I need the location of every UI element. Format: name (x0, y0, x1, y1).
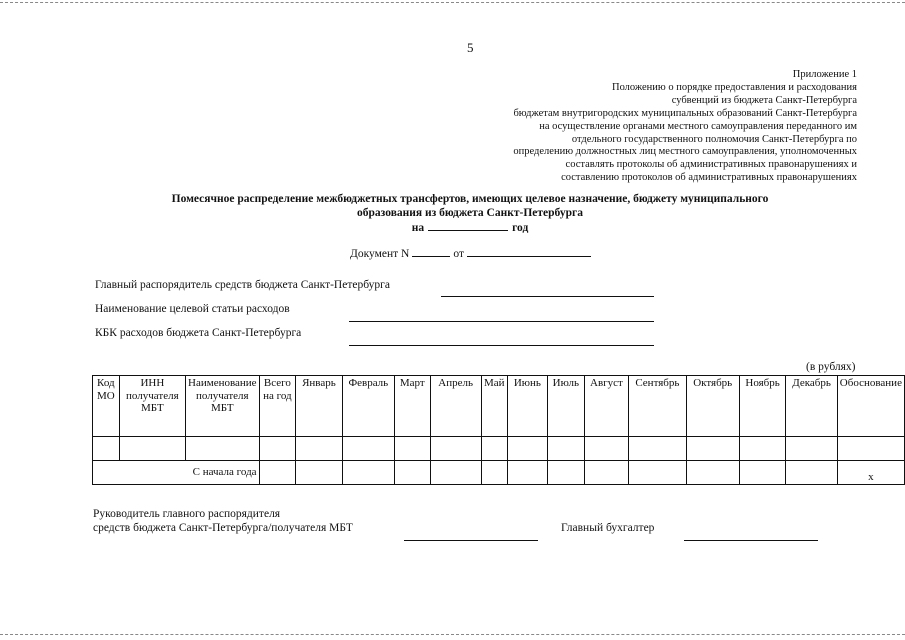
head-signature-label (93, 508, 353, 535)
appendix-line: Положению о порядке предоставления и расходования (611, 81, 857, 93)
document-label: Документ N (350, 248, 410, 260)
kbk-blank[interactable] (349, 345, 654, 346)
title-line-1: Помесячное распределение межбюджетных трансфертов, имеющих целевое назначение, бюджету муниципального (171, 193, 769, 205)
table-cell[interactable] (584, 461, 629, 485)
table-cell[interactable] (629, 461, 686, 485)
appendix-header (437, 69, 857, 185)
col-header-nov: Ноябрь (739, 376, 785, 437)
table-cell[interactable] (342, 461, 394, 485)
table-cell[interactable] (186, 437, 260, 461)
target-article-label: Наименование целевой статьи расходов (95, 303, 290, 315)
col-header-jun: Июнь (507, 376, 547, 437)
table-cell[interactable] (507, 461, 547, 485)
table-cell[interactable] (739, 461, 785, 485)
table-cell[interactable] (395, 437, 431, 461)
col-header-apr: Апрель (430, 376, 481, 437)
col-header-justification: Обоснование (837, 376, 904, 437)
col-header-mar: Март (395, 376, 431, 437)
col-header-inn: ИНН получателя МБТ (119, 376, 185, 437)
appendix-line: составлять протоколы об административных правонарушениях и (565, 159, 857, 171)
document-title (120, 193, 820, 236)
table-cell[interactable] (342, 437, 394, 461)
table-cell[interactable] (786, 461, 837, 485)
table-cell[interactable] (548, 461, 585, 485)
appendix-line: определению должностных лиц местного самоуправления, уполномоченных (513, 146, 857, 158)
table-cell[interactable] (430, 461, 481, 485)
table-row (93, 437, 905, 461)
title-on: на (411, 222, 425, 234)
appendix-line: субвенций из бюджета Санкт-Петербурга (671, 94, 857, 106)
table-cell[interactable] (119, 437, 185, 461)
document-number-blank[interactable] (412, 246, 450, 257)
table-cell[interactable] (481, 461, 507, 485)
document-from: от (453, 248, 464, 260)
col-header-aug: Август (584, 376, 629, 437)
title-year-line (120, 220, 820, 236)
col-header-feb: Февраль (342, 376, 394, 437)
col-header-may: Май (481, 376, 507, 437)
table-cell[interactable] (93, 437, 120, 461)
accountant-signature-blank[interactable] (684, 540, 818, 541)
year-blank[interactable] (428, 220, 508, 231)
table-header-row (93, 376, 905, 437)
table-cell[interactable] (395, 461, 431, 485)
appendix-line: на осуществление органами местного самоуправления переданного им (539, 120, 857, 132)
col-header-total-year: Всего на год (259, 376, 296, 437)
appendix-line: бюджетам внутригородских муниципальных образований Санкт-Петербурга (513, 107, 857, 119)
col-header-jan: Январь (296, 376, 342, 437)
bottom-scan-edge (0, 634, 905, 635)
accountant-signature-label: Главный бухгалтер (561, 522, 655, 534)
col-header-dec: Декабрь (786, 376, 837, 437)
table-cell[interactable] (259, 437, 296, 461)
units-note: (в рублях) (806, 361, 856, 373)
col-header-recipient-name: Наименование получателя МБТ (186, 376, 260, 437)
target-article-blank[interactable] (349, 321, 654, 322)
table-cell[interactable] (686, 461, 739, 485)
distribution-table (92, 375, 905, 485)
document-date-blank[interactable] (467, 246, 591, 257)
chief-distributor-blank[interactable] (441, 296, 654, 297)
table-cell[interactable] (296, 461, 342, 485)
table-total-row (93, 461, 905, 485)
col-header-sep: Сентябрь (629, 376, 686, 437)
col-header-oct: Октябрь (686, 376, 739, 437)
kbk-label: КБК расходов бюджета Санкт-Петербурга (95, 327, 302, 339)
table-cell[interactable] (481, 437, 507, 461)
col-header-jul: Июль (548, 376, 585, 437)
table-cell[interactable] (584, 437, 629, 461)
appendix-line: Приложение 1 (792, 69, 857, 80)
total-row-label: С начала года (93, 461, 260, 485)
chief-distributor-label: Главный распорядитель средств бюджета Санкт-Петербурга (95, 279, 390, 291)
table-cell[interactable] (686, 437, 739, 461)
appendix-line: составлению протоколов об административных правонарушениях (561, 172, 857, 184)
table-cell[interactable] (507, 437, 547, 461)
col-header-mo-code: Код МО (93, 376, 120, 437)
head-signature-blank[interactable] (404, 540, 538, 541)
title-year: год (512, 222, 529, 234)
appendix-line: отдельного государственного полномочия Санкт-Петербурга по (571, 133, 857, 145)
table-cell[interactable] (259, 461, 296, 485)
document-number-line (350, 246, 594, 260)
head-signature-line-1: Руководитель главного распорядителя (93, 508, 281, 520)
total-justification-mark: x (837, 461, 904, 485)
table-cell[interactable] (786, 437, 837, 461)
table-cell[interactable] (430, 437, 481, 461)
table-cell[interactable] (837, 437, 904, 461)
table-cell[interactable] (548, 437, 585, 461)
table-cell[interactable] (739, 437, 785, 461)
top-scan-edge (0, 2, 905, 3)
page-number: 5 (467, 40, 474, 55)
table-cell[interactable] (296, 437, 342, 461)
head-signature-line-2: средств бюджета Санкт-Петербурга/получателя МБТ (93, 521, 353, 534)
table-cell[interactable] (629, 437, 686, 461)
title-line-2: образования из бюджета Санкт-Петербурга (357, 206, 583, 219)
